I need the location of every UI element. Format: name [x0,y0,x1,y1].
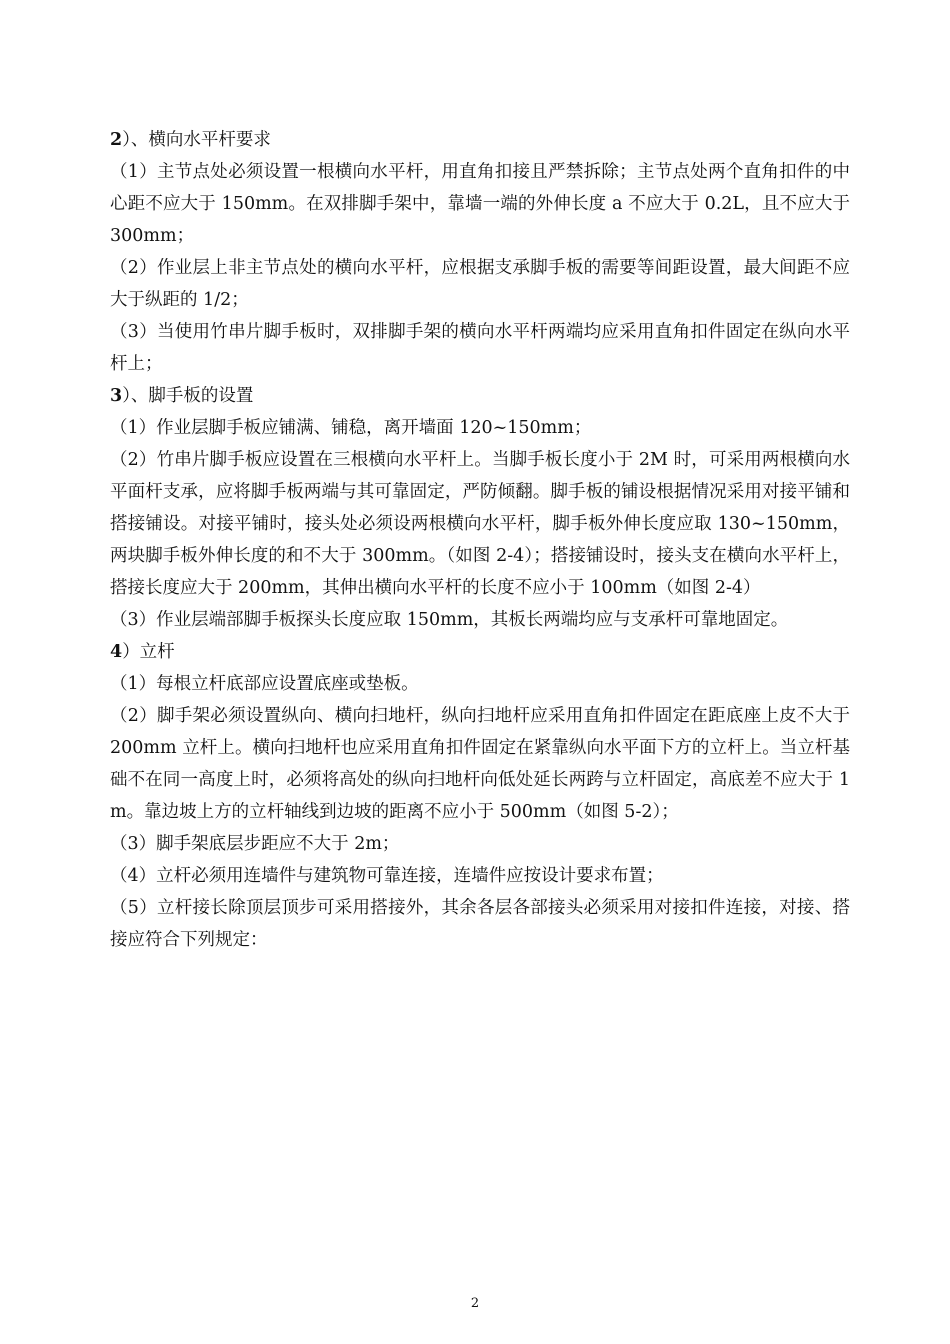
section-number: 4 [110,642,123,662]
paragraph: （1）主节点处必须设置一根横向水平杆，用直角扣接且严禁拆除；主节点处两个直角扣件的中心距不应大于 150mm。在双排脚手架中，靠墙一端的外伸长度 a 不应大于 0.2L，且不应大于 300mm； [110,162,850,246]
section-title: ）立杆 [122,642,175,662]
paragraph: （2）脚手架必须设置纵向、横向扫地杆，纵向扫地杆应采用直角扣件固定在距底座上皮不大于 200mm 立杆上。横向扫地杆也应采用直角扣件固定在紧靠纵向水平面下方的立杆上。当立杆基础不在同一高度上时，必须将高处的纵向扫地杆向低处延长两跨与立杆固定，高底差不应大于 1m。靠边坡上方的立杆轴线到边坡的距离不应小于 500mm（如图 5-2）； [110,706,850,822]
paragraph: （5）立杆接长除顶层顶步可采用搭接外，其余各层各部接头必须采用对接扣件连接，对接、搭接应符合下列规定： [110,898,850,950]
paragraph: （2）竹串片脚手板应设置在三根横向水平杆上。当脚手板长度小于 2M 时，可采用两根横向水平面杆支承，应将脚手板两端与其可靠固定，严防倾翻。脚手板的铺设根据情况采用对接平铺和搭接铺设。对接平铺时，接头处必须设两根横向水平杆，脚手板外伸长度应取 130~150mm，两块脚手板外伸长度的和不大于 300mm。（如图 2-4）；搭接铺设时，接头支在横向水平杆上，搭接长度应大于 200mm，其伸出横向水平杆的长度不应小于 100mm（如图 2-4） [110,450,850,598]
paragraph: （3）作业层端部脚手板探头长度应取 150mm，其板长两端均应与支承杆可靠地固定。 [110,610,789,630]
paragraph: （1）每根立杆底部应设置底座或垫板。 [110,674,419,694]
section-heading-horizontal-bar [110,124,850,156]
section-title: ）、横向水平杆要求 [122,130,271,150]
section-heading-upright-pole [110,636,850,668]
paragraph: （3）脚手架底层步距应不大于 2m； [110,834,400,854]
page-number: 2 [470,1296,480,1311]
paragraph: （2）作业层上非主节点处的横向水平杆，应根据支承脚手板的需要等间距设置，最大间距不应大于纵距的 1/2； [110,258,850,310]
section-title: ）、脚手板的设置 [122,386,254,406]
paragraph: （4）立杆必须用连墙件与建筑物可靠连接，连墙件应按设计要求布置； [110,866,664,886]
paragraph: （3）当使用竹串片脚手板时，双排脚手架的横向水平杆两端均应采用直角扣件固定在纵向水平杆上； [110,322,850,374]
section-heading-scaffold-board [110,380,850,412]
document-body [110,124,850,956]
section-number: 3 [110,386,123,406]
paragraph: （1）作业层脚手板应铺满、铺稳，离开墙面 120~150mm； [110,418,592,438]
section-number: 2 [110,130,123,150]
